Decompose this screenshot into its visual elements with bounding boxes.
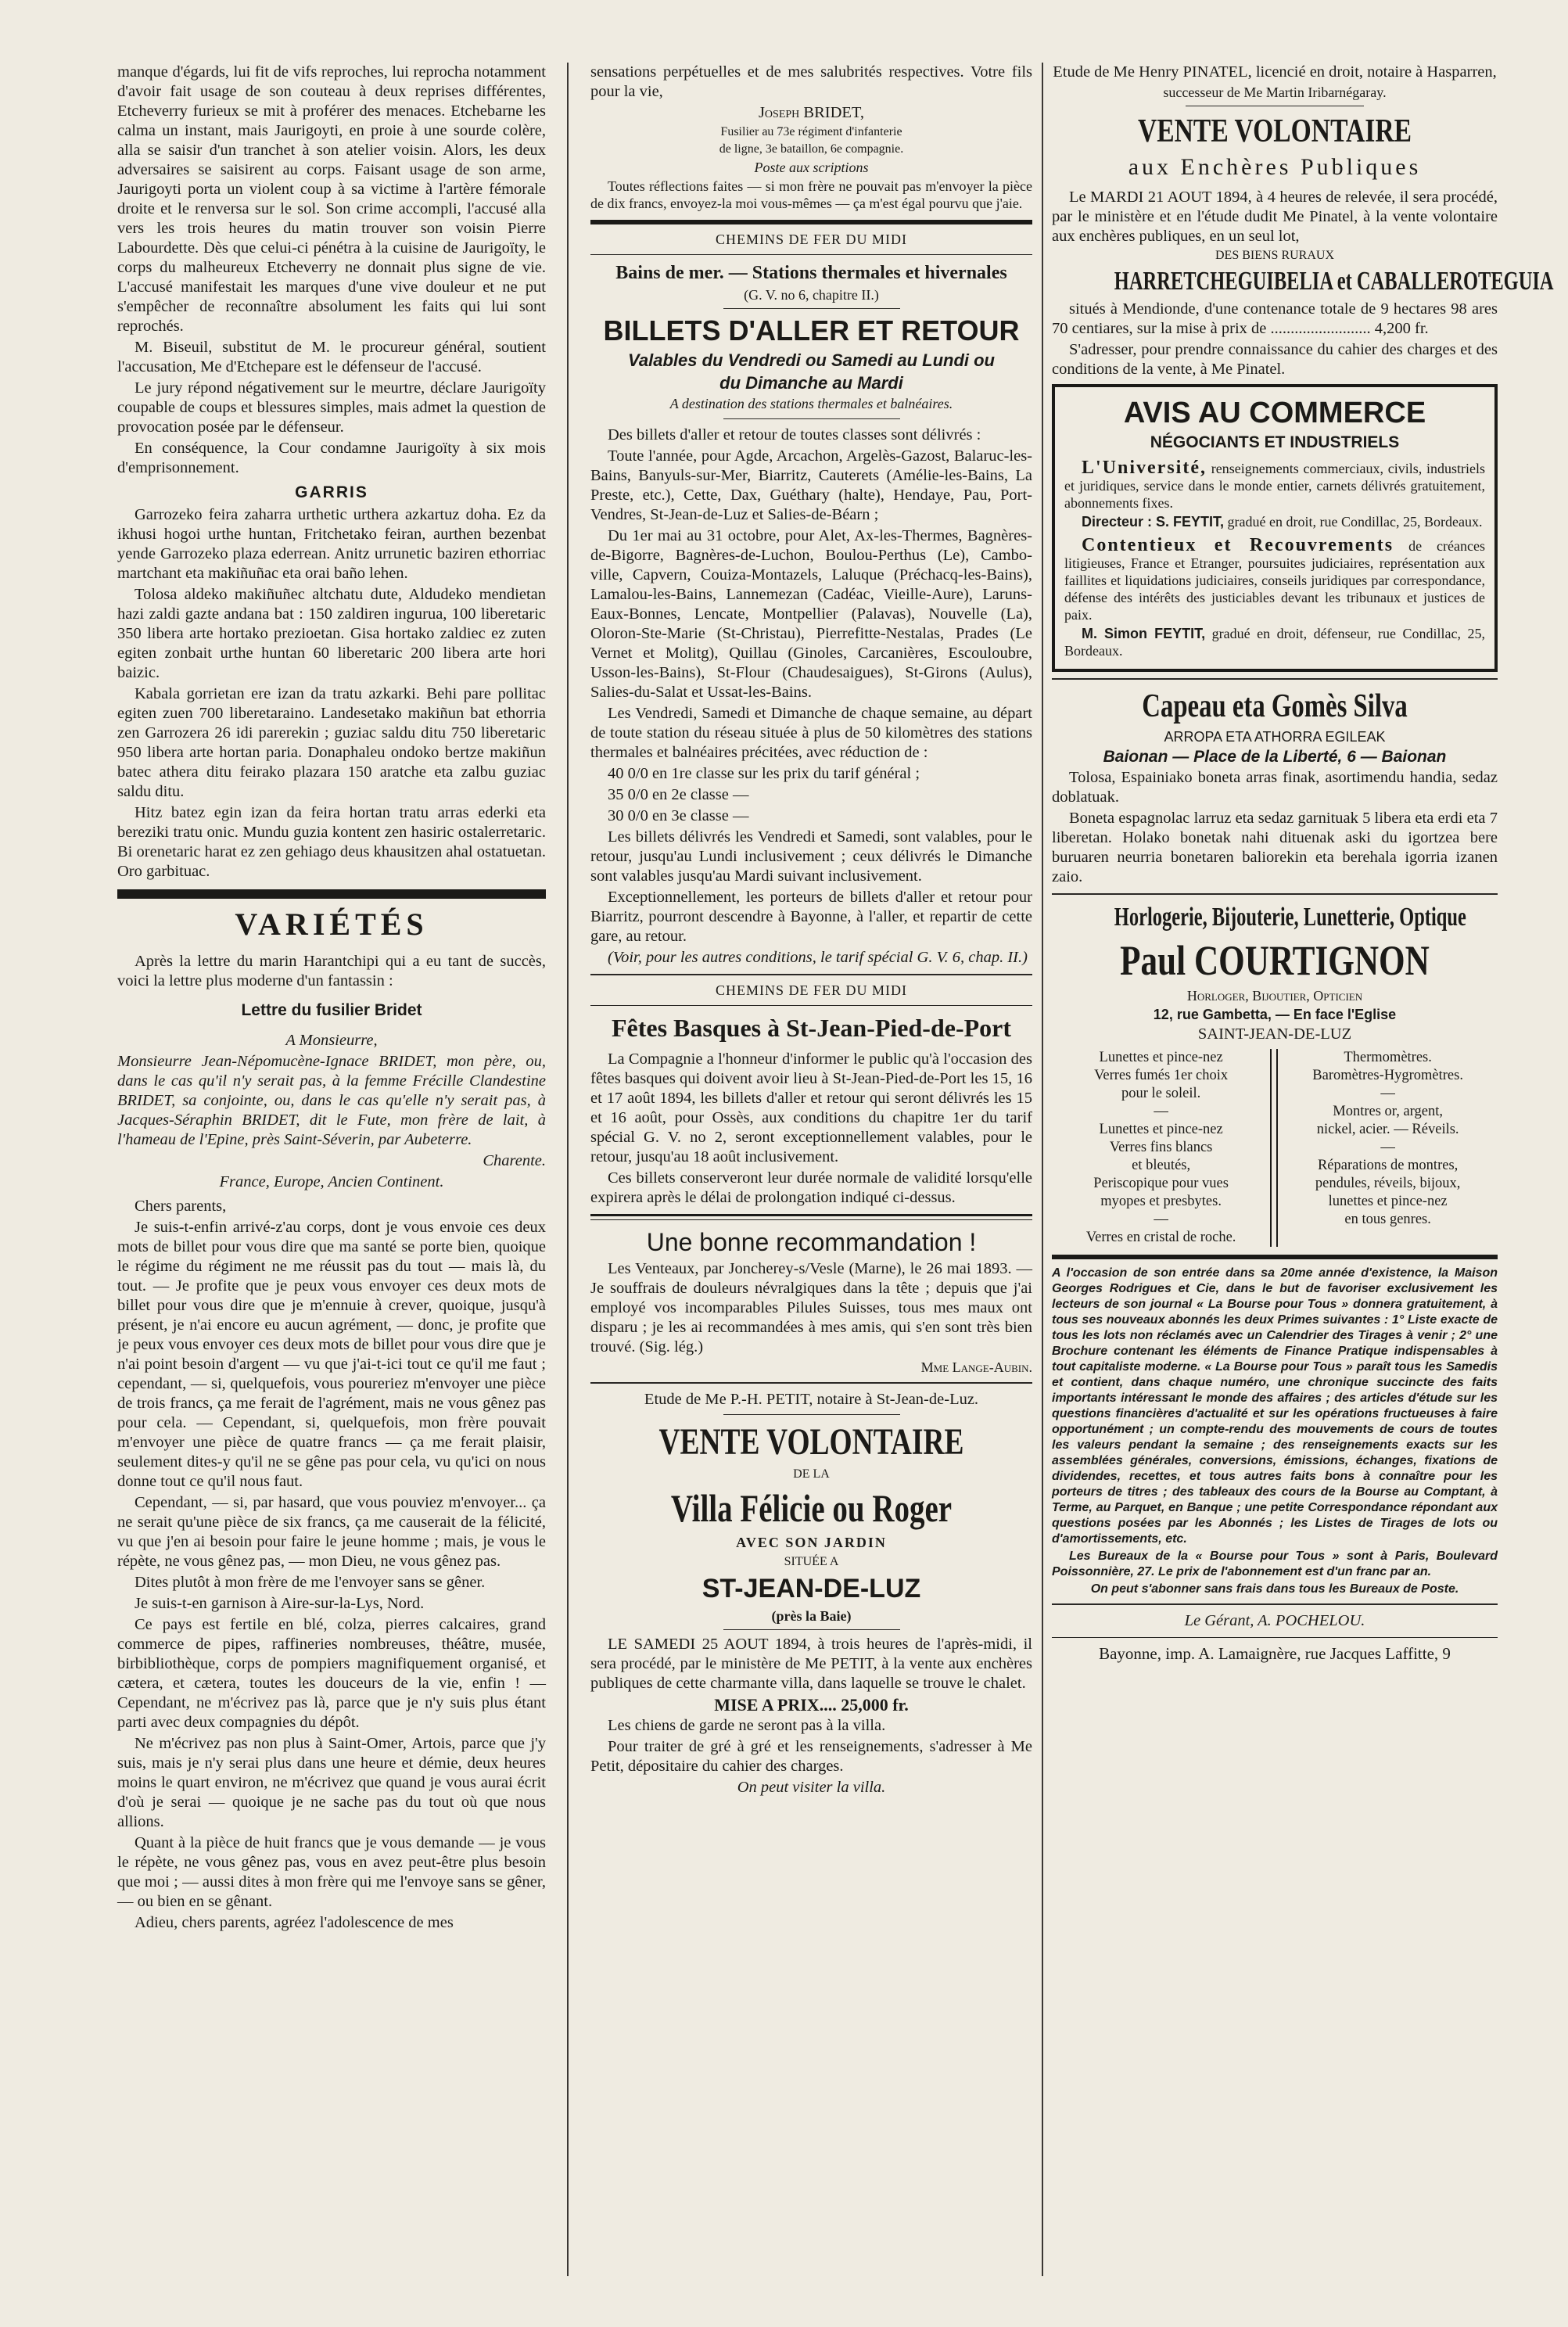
villa-text-2: Les chiens de garde ne seront pas à la villa.	[608, 1717, 886, 1734]
vente-heading: VENTE VOLONTAIRE	[658, 1421, 964, 1463]
stjean-heading: ST-JEAN-DE-LUZ	[701, 1574, 921, 1603]
section-divider	[590, 974, 1032, 975]
negociants-heading: NÉGOCIANTS ET INDUSTRIELS	[1150, 433, 1400, 451]
letter-addr-1: A Monsieurre,	[285, 1032, 378, 1049]
optique-item: Verres en cristal de roche.	[1085, 1230, 1236, 1245]
trial-text-2: M. Biseuil, substitut de M. le procureur général, soutient l'accusation, Me d'Etchepare est le défenseur de l'accusé.	[117, 339, 546, 375]
harret-heading: HARRETCHEGUIBELIA et CABALLEROTEGUIA	[1114, 267, 1554, 296]
optique-item: —	[1154, 1212, 1168, 1227]
jardin-line: AVEC SON JARDIN	[736, 1535, 887, 1550]
optique-item: et bleutés,	[1132, 1158, 1191, 1173]
contentieux-text: de créances litigieuses, France et Etranger, poursuites judiciaires, représentation aux faillites et liquidations judiciaires, conseils juridiques par correspondance, défense des intérêts des justiciables devant les tribunaux et justices de paix.	[1064, 538, 1486, 623]
optique-item: Lunettes et pince-nez	[1099, 1050, 1223, 1065]
capeau-heading: Capeau eta Gomès Silva	[1142, 688, 1408, 724]
short-rule	[723, 1414, 900, 1415]
varietes-intro: Après la lettre du marin Harantchipi qui a eu tant de succès, voici la lettre plus moderne d'un fantassin :	[117, 953, 546, 989]
column-rule-right	[1042, 63, 1043, 2276]
column-rule-left	[567, 63, 569, 2276]
double-rule	[1271, 1049, 1277, 1247]
garris-text-1: Garrozeko feira zaharra urthetic urthera azkartuz doha. Ez da ikhusi hogoi urthe huntan, Fritchetako feiran, aurthen bezenbat yende Garrozeko plaza ederrean. Anitz urrunetic baziren ethorriac martchant eta makiñuñac eta orai baño lehen.	[117, 506, 546, 582]
billets-text-7: (Voir, pour les autres conditions, le tarif spécial G. V. 6, chap. II.)	[608, 949, 1028, 966]
destination-line: A destination des stations thermales et balnéaires.	[669, 396, 953, 411]
letter-salutation: Chers parents,	[135, 1198, 227, 1215]
pinatel-etude: Etude de Me Henry PINATEL, licencié en droit, notaire à Hasparren,	[1053, 63, 1497, 81]
bourse-abonnement: On peut s'abonner sans frais dans tous les Bureaux de Poste.	[1090, 1582, 1459, 1596]
letter-addr-3: Charente.	[483, 1152, 546, 1169]
optique-item: myopes et presbytes.	[1100, 1194, 1222, 1209]
recommandation-signature: Mme Lange-Aubin.	[920, 1359, 1032, 1375]
pinatel-text-2: situés à Mendionde, d'une contenance totale de 9 hectares 98 ares 70 centiares, sur la mise à prix de ......................... 4,200 fr.	[1052, 300, 1498, 337]
billets-text-5: Les billets délivrés les Vendredi et Samedi, sont valables, pour le retour, jusqu'au Lundi inclusivement ; ceux délivrés le Dimanche sont valables jusqu'au Mardi suivant inclusivement.	[590, 828, 1032, 885]
trial-text-4: En conséquence, la Cour condamne Jaurigoïty à six mois d'emprisonnement.	[117, 440, 546, 476]
garris-text-2: Tolosa aldeko makiñuñec altchatu dute, Aldudeko mendietan hazi zaldi gazte andana bat : 150 zaldiren ingurua, 100 liberetaric 350 libera arte hortako prezioetan. Gisa hortako zaldiec ez zuten egiten zonbait urthe huntan 60 liberetaric 200 libera arte hori baizic.	[117, 586, 546, 681]
avis-commerce-box	[1052, 384, 1498, 672]
billets-text-6: Exceptionnellement, les porteurs de billets d'aller et retour pour Biarritz, pourront descendre à Bayonne, à l'aller, et repartir de cette gare, au retour.	[590, 889, 1032, 945]
villa-text-4: On peut visiter la villa.	[737, 1779, 886, 1796]
letter-body-3: Dites plutôt à mon frère de me l'envoyer sans se gêner.	[135, 1574, 486, 1591]
billets-text-2: Toute l'année, pour Agde, Arcachon, Argelès-Gazost, Balaruc-les-Bains, Banyuls-sur-Mer, Biarritz, Cauterets (Amélie-les-Bains, La Preste, etc.), Cette, Dax, Guéthary (halte), Hendaye, Pau, Port-Vendres, St-Jean-de-Luz et Salies-de-Béarn ;	[590, 447, 1032, 523]
garris-text-3: Kabala gorrietan ere izan da tratu azkarki. Behi pare pollitac egiten zuen 700 liberetaraino. Landesetako makiñun bat ethorria zen Garrozera 26 idi parerekin ; guziac saldu ditu 750 liberetaric 950 libera arte hortan paria. Donaphaleu ondoko bertze makiñun batec athera ditu feirako plazara 150 aratche eta zalbu guziac saldu ditu.	[117, 685, 546, 800]
column-3	[1052, 63, 1554, 1665]
capeau-text-2: Boneta espagnolac larruz eta sedaz garnituak 5 libera eta erdi eta 7 liberetan. Holako bonetak nahi dituenak aski du igortzea bere buruaren neurria bonetaren baliorekin eta berehala igorria izanen zaio.	[1052, 810, 1498, 885]
letter-body-7: Quant à la pièce de huit francs que je vous demande — je vous le répète, ne vous gênez pas, vous en avez peut-être plus besoin que moi ; — aussi dites à mon frère qui me l'envoye sans se gêner, — ou bien en se gênant.	[117, 1834, 546, 1910]
contentieux-title: Contentieux et Recouvrements	[1082, 535, 1394, 555]
adresse-line: 12, rue Gambetta, — En face l'Eglise	[1153, 1007, 1397, 1022]
mise-a-prix: MISE A PRIX.... 25,000 fr.	[714, 1695, 909, 1715]
universite-title: L'Université,	[1082, 458, 1207, 478]
villa-text-3: Pour traiter de gré à gré et les renseignements, s'adresser à Me Petit, dépositaire du cahier des charges.	[590, 1738, 1032, 1775]
ville-line: SAINT-JEAN-DE-LUZ	[1197, 1025, 1352, 1043]
villa-heading: Villa Félicie ou Roger	[670, 1486, 953, 1530]
optique-table	[1052, 1049, 1498, 1247]
section-divider	[1052, 1603, 1498, 1605]
recommandation-heading: Une bonne recommandation !	[646, 1228, 977, 1256]
optique-item: —	[1154, 1104, 1168, 1119]
optique-item: Réparations de montres,	[1317, 1158, 1459, 1173]
trial-text-3: Le jury répond négativement sur le meurtre, déclare Jaurigoïty coupable de coups et blessures simples, mais admet la question de provocation posée par le défenseur.	[117, 379, 546, 436]
optique-item: Baromètres-Hygromètres.	[1312, 1068, 1463, 1083]
midi-header-1: CHEMINS DE FER DU MIDI	[715, 232, 907, 247]
signature-line-2: de ligne, 3e bataillon, 6e compagnie.	[719, 142, 904, 156]
postscript-text: Toutes réflections faites — si mon frère ne pouvait pas m'envoyer la pièce de dix francs, envoyez-la moi vous-mêmes — ça m'est égal pourvu que j'aie.	[590, 178, 1032, 211]
billets-text-3: Du 1er mai au 31 octobre, pour Alet, Ax-les-Thermes, Bagnères-de-Bigorre, Bagnères-de-Luchon, Boulou-Perthus (Le), Cambo-ville, Capvern, Couiza-Montazels, Laluque (Préchacq-les-Bains), Lamalou-les-Bains, Lannemezan (Cadéac, Vieille-Aure), Laruns-Eaux-Bonnes, Lencate, Montpellier (Palavas), Nouvelle (La), Oloron-Ste-Marie (St-Christau), Pierrefitte-Nestalas, Prades (Le Vernet et Molitg), Quillau (Ginoles, Carcanières, Escouloubre, Usson-les-Bains), St-Flour (Chaudesaigues), St-Girons (Aulus), Salies-du-Salat et Ussat-les-Bains.	[590, 527, 1032, 701]
optique-item: —	[1380, 1140, 1395, 1155]
valables-line-1: Valables du Vendredi ou Samedi au Lundi ou	[628, 350, 995, 370]
section-divider	[590, 1382, 1032, 1384]
pinatel-text-3: S'adresser, pour prendre connaissance du cahier des charges et des conditions de la vente, à Me Pinatel.	[1052, 341, 1498, 378]
section-divider	[1052, 1255, 1498, 1259]
reduction-1: 40 0/0 en 1re classe sur les prix du tarif général ;	[608, 765, 920, 782]
short-rule	[723, 1629, 900, 1630]
short-rule	[723, 418, 900, 419]
optique-left-list	[1052, 1049, 1271, 1247]
optique-item: Periscopique pour vues	[1093, 1176, 1229, 1191]
garris-heading: GARRIS	[295, 483, 368, 501]
varietes-heading: VARIÉTÉS	[235, 907, 429, 942]
short-rule	[723, 308, 900, 309]
optique-item: Verres fins blancs	[1109, 1140, 1213, 1155]
optique-item: Thermomètres.	[1344, 1050, 1432, 1065]
letter-end: sensations perpétuelles et de mes salubrités respectives. Votre fils pour la vie,	[590, 63, 1032, 100]
billets-text-4: Les Vendredi, Samedi et Dimanche de chaque semaine, au départ de toute station du réseau située à plus de 50 kilomètres des stations thermales et balnéaires précitées, avec réduction de :	[590, 705, 1032, 761]
valables-line-2: du Dimanche au Mardi	[719, 373, 903, 393]
metier-line: Horloger, Bijoutier, Opticien	[1186, 988, 1363, 1004]
optique-item: pendules, réveils, bijoux,	[1315, 1176, 1461, 1191]
villa-text-1: LE SAMEDI 25 AOUT 1894, à trois heures de l'après-midi, il sera procédé, par le ministère de Me PETIT, à la vente aux enchères publiques de cette charmante villa, dans laquelle se trouve le chalet.	[590, 1636, 1032, 1692]
thin-rule	[590, 254, 1032, 255]
optique-item: lunettes et pince-nez	[1328, 1194, 1448, 1209]
baionan-line: Baionan — Place de la Liberté, 6 — Baionan	[1103, 748, 1447, 766]
vente-volontaire-heading: VENTE VOLONTAIRE	[1137, 113, 1412, 149]
fetes-text-1: La Compagnie a l'honneur d'informer le public qu'à l'occasion des fêtes basques qui doivent avoir lieu à St-Jean-Pied-de-Port les 15, 16 et 17 août 1894, les billets d'aller et retour qui seront délivrés les 15 et 16 août, pour Ossès, aux conditions du chapitre 1er du tarif spécial G. V. no 2, seront exceptionnellement valables, pour le retour, jusqu'au 18 août inclusivement.	[590, 1050, 1032, 1165]
signature-line-1: Fusilier au 73e régiment d'infanterie	[720, 125, 902, 138]
fetes-text-2: Ces billets conserveront leur durée normale de validité lorsqu'elle expirera après le délai de prolongation indiqué ci-dessus.	[590, 1169, 1032, 1206]
optique-item: pour le soleil.	[1121, 1086, 1201, 1101]
avis-heading: AVIS AU COMMERCE	[1123, 397, 1426, 429]
letter-body-1: Je suis-t-enfin arrivé-z'au corps, dont je vous envoie ces deux mots de billet pour vous dire que ma santé se porte bien, quoique le régime du régiment ne me réussit pas du tout — mais là, du tout. — Je profite que je peux vous envoyer ces deux mots de billet pour vous dire que je m'ennuie à crever, quoique, jusqu'à présent, je n'ai encore eu aucun agrément, — donc, je profite que je peux vous envoyer ces deux mots de billet pour vous dire que je n'ai point besoin d'argent — vu que j'ai-t-ici tout ce qu'il me faut ; cependant, — si, quelquefois, vous poureriez m'envoyer une pièce de trois francs, ça me ferait de l'agrément, mais ne vous gênez pas pour cela. — Cependant, si, quelquefois, mon frère pouvait m'envoyer une pièce de quatre francs — ça me ferait plaisir, seulement dites-y qu'il ne se gêne pas pour cela, vu qu'ici on nous donne tout ce qu'il nous faut.	[117, 1219, 546, 1490]
capeau-text-1: Tolosa, Espainiako boneta arras finak, asortimendu handia, sedaz doblatuak.	[1052, 769, 1498, 806]
optique-right-list	[1277, 1049, 1498, 1247]
postscript-title: Poste aux scriptions	[754, 160, 869, 175]
situee-line: SITUÉE A	[784, 1555, 839, 1568]
letter-body-2: Cependant, — si, par hasard, que vous pouviez m'envoyer... ça ne serait qu'une pièce de six francs, ça me causerait de la félicité, vu que j'en ai besoin pour faire le jeune homme ; mais, je vous le répète, ne vous gênez pas, — mon Dieu, ne vous gênez pas.	[117, 1494, 546, 1570]
letter-body-4: Je suis-t-en garnison à Aire-sur-la-Lys, Nord.	[135, 1595, 425, 1612]
encheres-heading: aux Enchères Publiques	[1128, 154, 1422, 180]
bains-heading: Bains de mer. — Stations thermales et hivernales	[615, 263, 1007, 283]
letter-body-6: Ne m'écrivez pas non plus à Saint-Omer, Artois, parce que j'y suis, mais je n'y serai plus dans une heure et démie, deux heures moins le quart environ, ne m'écrivez que quand je vous aurai écrit d'où je serai — quoique je ne sache pas du tout où que nous allions.	[117, 1735, 546, 1830]
letter-body-8: Adieu, chers parents, agréez l'adolescence de mes	[135, 1914, 454, 1931]
trial-text-1: manque d'égards, lui fit de vifs reproches, lui reprocha notamment d'avoir fait usage de son couteau à deux reprises différentes, Etcheverry furieux se mit à proférer des menaces. Etchebarne les calma un instant, mais Jaurigoyti, en proie à une sourde colère, alla se saisir d'un tranchet à son atelier voisin. Alors, les deux adversaires se saisirent au corps. Faisant usage de son arme, Jaurigoyti porta un violent coup à sa victime à l'artère fémorale droite et le renversa sur le sol. Son crime accompli, l'accusé alla vers les trois heures du matin trouver son voisin Pierre Labourdette. Dès que celui-ci pénétra à la cuisine de Jaurigoïty, le corps du malheureux Etcheverry ne donnait plus signe de vie. L'accusé manifestait les marques d'une vive douleur et ne put s'empêcher de reconnaître absolument les faits qui lui sont reprochés.	[117, 63, 546, 335]
horlogerie-heading: Horlogerie, Bijouterie, Lunetterie, Optique	[1114, 903, 1466, 932]
optique-item: —	[1380, 1086, 1395, 1101]
simon-address: gradué en droit, défenseur, rue Condillac, 25, Bordeaux.	[1064, 626, 1486, 659]
thin-rule	[590, 1005, 1032, 1006]
section-divider	[117, 889, 546, 899]
column-2	[590, 63, 1032, 1799]
billets-heading: BILLETS D'ALLER ET RETOUR	[603, 314, 1020, 347]
de-la: DE LA	[793, 1467, 830, 1481]
tariff-reference: (G. V. no 6, chapitre II.)	[744, 287, 879, 303]
letter-title: Lettre du fusilier Bridet	[241, 1001, 422, 1019]
arropa-line: ARROPA ETA ATHORRA EGILEAK	[1164, 729, 1386, 745]
reduction-3: 30 0/0 en 3e classe —	[608, 807, 749, 824]
directeur-address: gradué en droit, rue Condillac, 25, Bordeaux.	[1227, 514, 1483, 530]
optique-item: Lunettes et pince-nez	[1099, 1122, 1223, 1137]
section-divider	[1052, 678, 1498, 680]
letter-signature: Joseph BRIDET,	[758, 104, 865, 121]
recommandation-text: Les Venteaux, par Joncherey-s/Vesle (Marne), le 26 mai 1893. — Je souffrais de douleurs névralgiques dans la tête ; depuis que j'ai employé vos incomparables Pilules Suisses, tous mes maux ont disparu ; je les ai recommandées à mes amis, qui s'en sont très bien trouvé. (Sig. lég.)	[590, 1260, 1032, 1356]
petit-etude: Etude de Me P.-H. PETIT, notaire à St-Jean-de-Luz.	[644, 1391, 979, 1408]
reduction-2: 35 0/0 en 2e classe —	[608, 786, 749, 803]
simon-name: M. Simon FEYTIT,	[1082, 626, 1206, 641]
section-divider	[1052, 893, 1498, 895]
fetes-heading: Fêtes Basques à St-Jean-Pied-de-Port	[611, 1014, 1012, 1042]
bourse-text: A l'occasion de son entrée dans sa 20me année d'existence, la Maison Georges Rodrigues et Cie, dans le but de favoriser exclusivement les lecteurs de son journal « La Bourse pour Tous » donnera gratuitement, à tous ses nouveaux abonnés les deux Primes suivantes : 1° Liste exacte de tous les lots non réclamés avec un Calendrier des Tirages à venir ; 2° une Brochure contenant les éléments de Finance Pratique indispensables à tout capitaliste moderne. « La Bourse pour Tous » paraît tous les Samedis et contient, dans chaque numéro, une chronique succincte des faits importants intéressant le monde des affaires ; des articles d'étude sur les questions financières d'actualité et sur les opérations fructueuses à faire opportunément ; un compte-rendu des mouvements de cours de toutes les valeurs pendant la semaine ; des renseignements exacts sur les assemblées générales, conversions, émissions, échanges, fixations de dividendes, recettes, et tous autres faits bons à connaître pour les porteurs de titres ; des tableaux des cours de la Bourse au Comptant, à Terme, au Parquet, en Banque ; une petite Correspondance répondant aux questions posées par les Abonnés ; les Listes de Tirages de lots ou d'amortissements, etc.	[1052, 1266, 1498, 1546]
optique-item: Montres or, argent,	[1333, 1104, 1443, 1119]
billets-text-1: Des billets d'aller et retour de toutes classes sont délivrés :	[608, 426, 981, 443]
bourse-bureaux: Les Bureaux de la « Bourse pour Tous » sont à Paris, Boulevard Poissonnière, 27. Le prix de l'abonnement est d'un franc par an.	[1052, 1550, 1498, 1578]
optique-item: en tous genres.	[1344, 1212, 1431, 1227]
letter-body-5: Ce pays est fertile en blé, colza, pierres calcaires, grand commerce de pipes, raffineries nombreuses, théâtre, musée, birbibliothèque, corps de pompiers magnifiquement organisé, et cætera, et cætera, toutes les douceurs de la vie, enfin ! — Cependant, ne m'écrivez pas là, parce que je n'y suis plus étant parti avec deux compagnies du dépôt.	[117, 1616, 546, 1731]
gerant-line: Le Gérant, A. POCHELOU.	[1184, 1612, 1365, 1629]
garris-text-4: Hitz batez egin izan da feira hortan tratu arras ederki eta bereziki tratu onic. Mundu guzia kontent zen hasiric ostalerretaric. Bi orenetaric harat ez zen gehiago deus khausitzen ahal ostatuetan. Oro garbituac.	[117, 804, 546, 880]
letter-addr-4: France, Europe, Ancien Continent.	[219, 1173, 444, 1190]
letter-addr-2: Monsieurre Jean-Népomucène-Ignace BRIDET, mon père, ou, dans le cas qu'il n'y serait pas, à la femme Frécille Clandestine BRIDET, sa conjointe, ou, dans le cas qu'elle n'y serait pas, à Jacques-Séraphin BRIDET, dit le Fute, mon frère de lait, à l'hameau de l'Epine, près Saint-Séverin, par Aubeterre.	[117, 1053, 546, 1148]
midi-header-2: CHEMINS DE FER DU MIDI	[715, 982, 907, 998]
pinatel-text-1: Le MARDI 21 AOUT 1894, à 4 heures de relevée, il sera procédé, par le ministère et en l'étude dudit Me Pinatel, à la vente volontaire aux enchères publiques, en un seul lot,	[1052, 189, 1498, 245]
optique-item: Verres fumés 1er choix	[1094, 1068, 1229, 1083]
biens-ruraux: DES BIENS RURAUX	[1215, 249, 1334, 262]
universite-text: renseignements commerciaux, civils, industriels et juridiques, service dans le monde entier, carnets délivrés gratuitement, abonnements fixes.	[1064, 461, 1485, 511]
optique-item: nickel, acier. — Réveils.	[1316, 1122, 1459, 1137]
courtignon-heading: Paul COURTIGNON	[1120, 937, 1430, 984]
pinatel-successeur: successeur de Me Martin Iribarnégaray.	[1163, 84, 1387, 100]
column-1	[117, 63, 546, 1934]
directeur-name: Directeur : S. FEYTIT,	[1082, 514, 1225, 530]
baie-line: (près la Baie)	[771, 1608, 852, 1624]
section-divider	[590, 1214, 1032, 1220]
thin-rule	[1052, 1637, 1498, 1638]
imprimerie-line: Bayonne, imp. A. Lamaignère, rue Jacques Laffitte, 9	[1099, 1644, 1451, 1663]
section-divider	[590, 220, 1032, 224]
